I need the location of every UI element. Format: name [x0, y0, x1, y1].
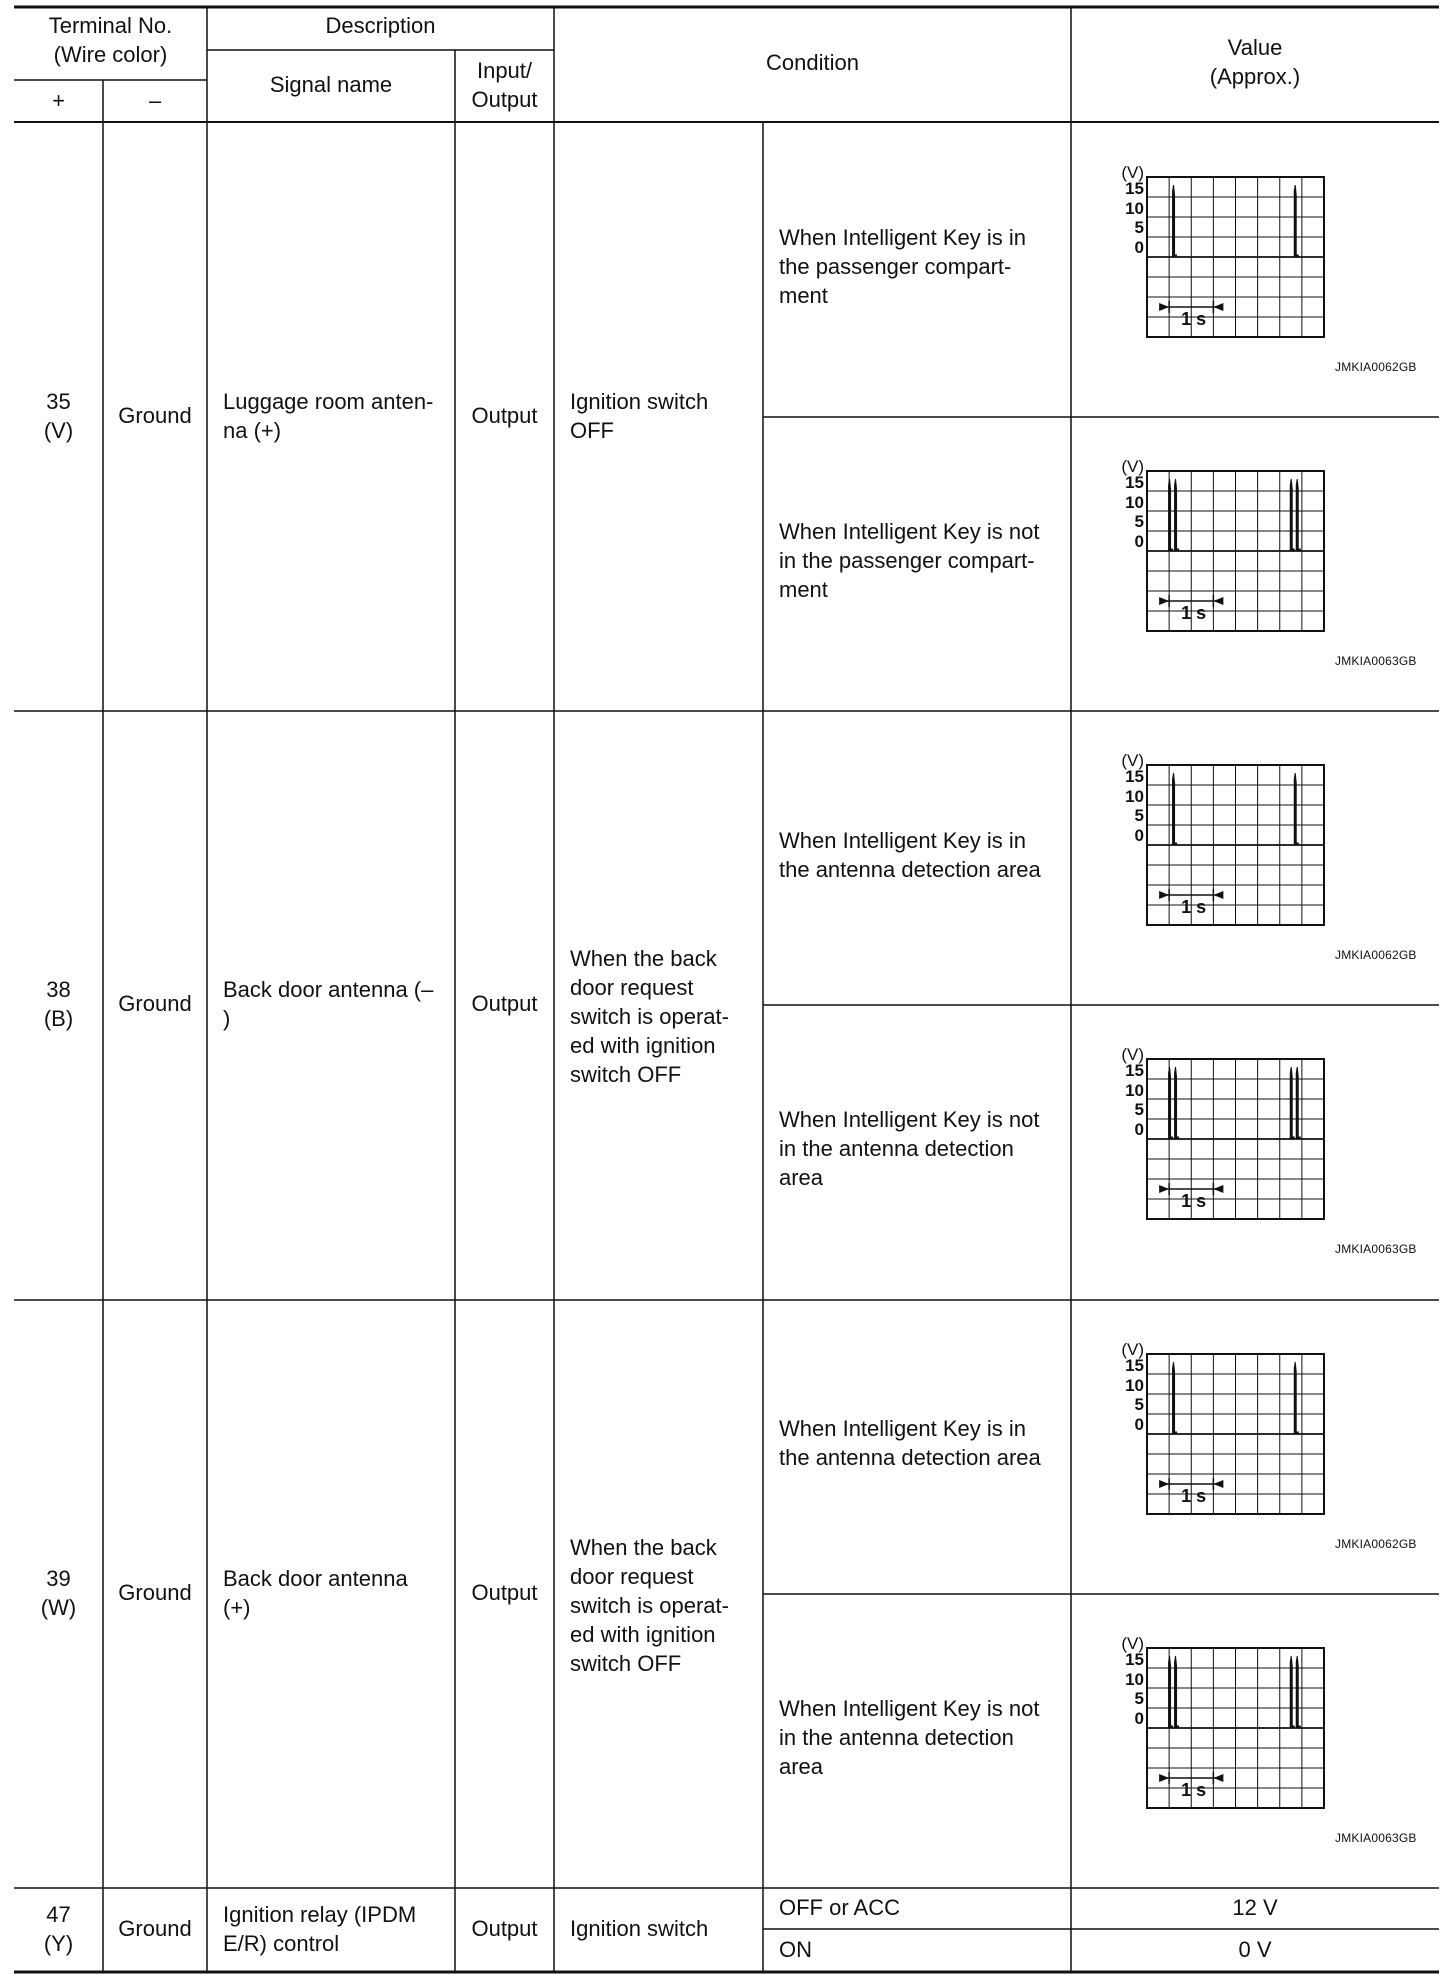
scope-tick-label: 5	[1134, 218, 1144, 237]
waveform-pulse	[1175, 1656, 1179, 1728]
waveform-pulse	[1294, 773, 1298, 845]
waveform-scope	[1112, 165, 1332, 340]
header-minus: –	[148, 88, 162, 113]
scope-grid	[1112, 1342, 1332, 1517]
waveform-pulse	[1290, 1656, 1294, 1728]
ground-35: Ground	[118, 403, 192, 428]
header-plus: +	[52, 88, 65, 113]
ground-38: Ground	[118, 991, 192, 1016]
waveform-pulse	[1173, 1362, 1177, 1434]
scope-grid	[1112, 1047, 1332, 1222]
waveform-pulse	[1169, 1656, 1173, 1728]
scope-time-scale: 1 s	[1181, 897, 1207, 917]
subcondition-38-b: When Intelligent Key is not in the antenna detection area	[779, 1107, 1040, 1190]
waveform-pulse	[1294, 1362, 1298, 1434]
waveform-pulse	[1296, 1656, 1300, 1728]
scope-unit-label: (V)	[1121, 1045, 1144, 1064]
waveform-pulse	[1290, 479, 1294, 551]
value-47-b: 0 V	[1238, 1937, 1272, 1962]
subcondition-47-a: OFF or ACC	[779, 1895, 901, 1920]
scope-tick-label: 5	[1134, 806, 1144, 825]
waveform-scope	[1112, 459, 1332, 634]
scope-unit-label: (V)	[1121, 1634, 1144, 1653]
scope-tick-label: 15	[1125, 767, 1144, 786]
scope-unit-label: (V)	[1121, 751, 1144, 770]
scope-tick-label: 15	[1125, 473, 1144, 492]
scope-tick-label: 0	[1134, 1708, 1144, 1728]
scope-unit-label: (V)	[1121, 163, 1144, 182]
header-description: Description	[325, 13, 436, 38]
terminal-38: 38 (B)	[43, 977, 74, 1031]
condition-38: When the back door request switch is operat- ed with ignition switch OFF	[570, 946, 729, 1087]
scope-tick-label: 0	[1134, 237, 1144, 257]
subcondition-35-b: When Intelligent Key is not in the passenger compart- ment	[779, 519, 1040, 602]
scope-tick-label: 10	[1125, 1375, 1144, 1395]
condition-35: Ignition switch OFF	[570, 389, 709, 443]
terminal-39: 39 (W)	[40, 1566, 77, 1620]
io-38: Output	[471, 991, 538, 1016]
figure-code: JMKIA0063GB	[1335, 654, 1417, 668]
figure-code: JMKIA0062GB	[1335, 1537, 1417, 1551]
io-47: Output	[471, 1916, 538, 1941]
scope-tick-label: 15	[1125, 179, 1144, 198]
scope-tick-label: 0	[1134, 825, 1144, 845]
waveform-scope	[1112, 1047, 1332, 1222]
waveform-pulse	[1175, 1067, 1179, 1139]
scope-tick-label: 5	[1134, 1689, 1144, 1708]
subcondition-38-a: When Intelligent Key is in the antenna detection area	[779, 828, 1041, 882]
waveform-pulse	[1169, 479, 1173, 551]
scope-grid	[1112, 1636, 1332, 1811]
scope-tick-label: 0	[1134, 1414, 1144, 1434]
scope-unit-label: (V)	[1121, 457, 1144, 476]
header-terminal-no: Terminal No. (Wire color)	[48, 13, 173, 67]
subcondition-47-b: ON	[779, 1937, 812, 1962]
header-value: Value (Approx.)	[1209, 35, 1301, 89]
scope-tick-label: 5	[1134, 512, 1144, 531]
waveform-pulse	[1294, 185, 1298, 257]
header-condition: Condition	[766, 50, 859, 75]
signal-39: Back door antenna (+)	[223, 1566, 408, 1620]
subcondition-35-a: When Intelligent Key is in the passenger compart- ment	[779, 225, 1027, 308]
waveform-pulse	[1296, 1067, 1300, 1139]
condition-47: Ignition switch	[570, 1916, 709, 1941]
scope-grid	[1112, 753, 1332, 928]
scope-time-scale: 1 s	[1181, 1191, 1207, 1211]
waveform-pulse	[1169, 1067, 1173, 1139]
io-39: Output	[471, 1580, 538, 1605]
ground-39: Ground	[118, 1580, 192, 1605]
value-47-a: 12 V	[1232, 1895, 1278, 1920]
waveform-scope	[1112, 1636, 1332, 1811]
figure-code: JMKIA0063GB	[1335, 1242, 1417, 1256]
scope-tick-label: 15	[1125, 1356, 1144, 1375]
figure-code: JMKIA0062GB	[1335, 948, 1417, 962]
scope-tick-label: 10	[1125, 492, 1144, 512]
ground-47: Ground	[118, 1916, 192, 1941]
scope-time-scale: 1 s	[1181, 309, 1207, 329]
scope-tick-label: 10	[1125, 198, 1144, 218]
subcondition-39-b: When Intelligent Key is not in the antenna detection area	[779, 1696, 1040, 1779]
scope-tick-label: 5	[1134, 1100, 1144, 1119]
scope-grid	[1112, 459, 1332, 634]
condition-39: When the back door request switch is operat- ed with ignition switch OFF	[570, 1535, 729, 1676]
scope-time-scale: 1 s	[1181, 1486, 1207, 1506]
scope-tick-label: 0	[1134, 531, 1144, 551]
scope-tick-label: 10	[1125, 1080, 1144, 1100]
subcondition-39-a: When Intelligent Key is in the antenna detection area	[779, 1416, 1041, 1470]
scope-tick-label: 10	[1125, 786, 1144, 806]
waveform-pulse	[1296, 479, 1300, 551]
scope-unit-label: (V)	[1121, 1340, 1144, 1359]
waveform-scope	[1112, 1342, 1332, 1517]
signal-47: Ignition relay (IPDM E/R) control	[223, 1902, 417, 1956]
scope-tick-label: 10	[1125, 1669, 1144, 1689]
waveform-pulse	[1173, 185, 1177, 257]
figure-code: JMKIA0063GB	[1335, 1831, 1417, 1845]
figure-code: JMKIA0062GB	[1335, 360, 1417, 374]
waveform-pulse	[1173, 773, 1177, 845]
header-signal-name: Signal name	[269, 72, 393, 97]
waveform-pulse	[1175, 479, 1179, 551]
scope-tick-label: 5	[1134, 1395, 1144, 1414]
signal-38: Back door antenna (– )	[223, 977, 434, 1031]
header-input-output: Input/ Output	[471, 58, 538, 112]
scope-time-scale: 1 s	[1181, 1780, 1207, 1800]
io-35: Output	[471, 403, 538, 428]
scope-tick-label: 15	[1125, 1650, 1144, 1669]
scope-tick-label: 15	[1125, 1061, 1144, 1080]
terminal-47: 47 (Y)	[43, 1902, 74, 1956]
terminal-35: 35 (V)	[43, 389, 74, 443]
scope-grid	[1112, 165, 1332, 340]
waveform-scope	[1112, 753, 1332, 928]
waveform-pulse	[1290, 1067, 1294, 1139]
scope-time-scale: 1 s	[1181, 603, 1207, 623]
signal-35: Luggage room anten- na (+)	[223, 389, 434, 443]
scope-tick-label: 0	[1134, 1119, 1144, 1139]
